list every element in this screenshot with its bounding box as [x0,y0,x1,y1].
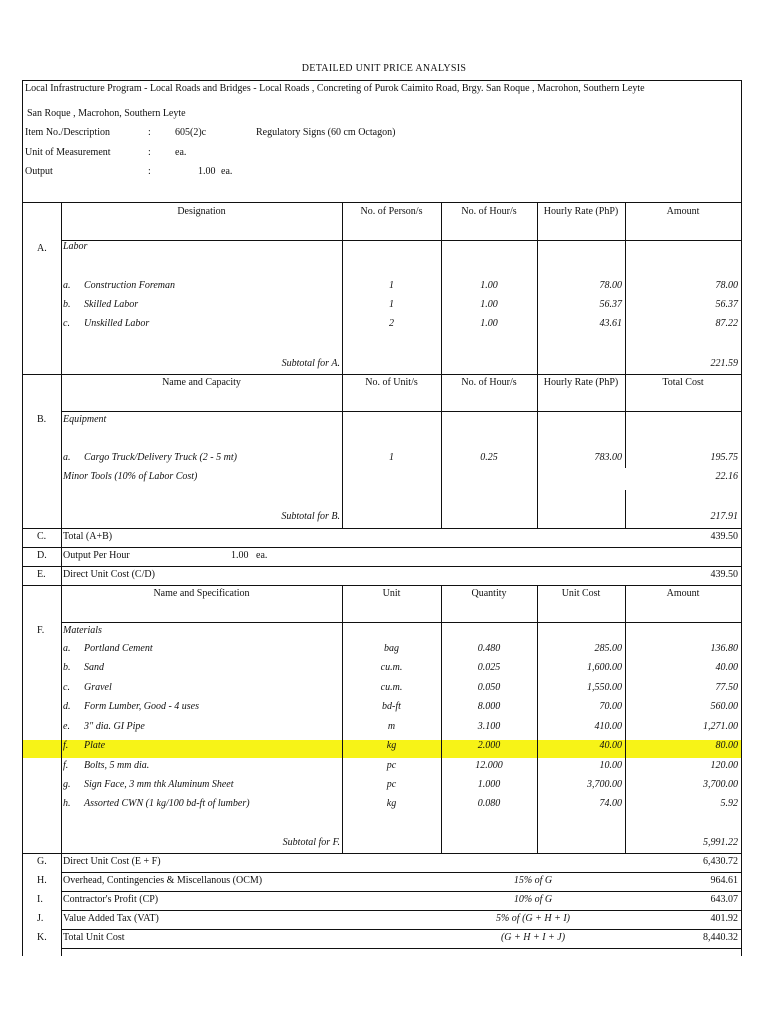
minor-tools-label: Minor Tools (10% of Labor Cost) [63,471,198,482]
mat-row-unit: cu.m. [380,662,403,673]
mat-row-idx: e. [63,721,70,732]
unit-value: ea. [175,147,187,158]
mat-row-amount: 3,700.00 [703,779,738,790]
summary-value: 6,430.72 [703,856,738,867]
equip-subtotal: 217.91 [710,511,738,522]
minor-tools-amount: 22.16 [715,471,738,482]
summary-value: 643.07 [710,894,738,905]
mat-row-idx: b. [63,662,71,673]
summary-formula: (G + H + I + J) [500,932,566,943]
mat-row-cost: 1,600.00 [587,662,622,673]
labor-row-hours: 1.00 [480,318,498,329]
mat-header-qty: Quantity [471,588,507,599]
mat-row-unit: bag [384,643,399,654]
summary-formula: 10% of G [513,894,553,905]
labor-row-persons: 1 [389,280,394,291]
summary-label: Overhead, Contingencies & Miscellanous (OCM) [63,875,263,886]
mat-row-cost: 70.00 [599,701,622,712]
summary-letter: I. [37,894,43,905]
mat-subtotal: 5,991.22 [703,837,738,848]
labor-row-idx: a. [63,280,71,291]
mat-row-unit: bd-ft [382,701,401,712]
labor-row-idx: c. [63,318,70,329]
equip-header-name: Name and Capacity [162,377,241,388]
labor-row-name: Skilled Labor [84,299,139,310]
equip-row-amount: 195.75 [710,452,738,463]
summary-e-letter: E. [37,569,46,580]
mat-row-idx: f. [63,760,69,771]
summary-c-letter: C. [37,531,47,542]
summary-value: 8,440.32 [703,932,738,943]
summary-label: Total Unit Cost [63,932,125,943]
equip-header-units: No. of Unit/s [365,377,418,388]
equip-row-name: Cargo Truck/Delivery Truck (2 - 5 mt) [84,452,237,463]
mat-row-amount: 136.80 [710,643,738,654]
labor-row-hours: 1.00 [480,299,498,310]
summary-label: Value Added Tax (VAT) [63,913,159,924]
labor-row-hours: 1.00 [480,280,498,291]
mat-row-qty: 0.050 [477,682,501,693]
summary-formula: 5% of (G + H + I) [495,913,571,924]
labor-row-amount: 56.37 [715,299,738,310]
mat-row-qty: 1.000 [477,779,501,790]
mat-row-name: Portland Cement [84,643,153,654]
labor-row-amount: 78.00 [715,280,738,291]
mat-row-unit: kg [386,740,397,751]
mat-name: Materials [63,625,102,636]
equip-name: Equipment [63,414,107,425]
labor-header-persons: No. of Person/s [360,206,423,217]
mat-row-name: Gravel [84,682,112,693]
mat-row-unit: m [387,721,396,732]
mat-row-qty: 0.025 [477,662,501,673]
mat-row-name: Assorted CWN (1 kg/100 bd-ft of lumber) [84,798,250,809]
summary-d-letter: D. [37,550,47,561]
equip-row-idx: a. [63,452,71,463]
mat-row-amount: 5.92 [720,798,738,809]
item-label: Item No./Description [25,127,110,138]
document-title: DETAILED UNIT PRICE ANALYSIS [301,63,467,74]
labor-header-amount: Amount [666,206,700,217]
labor-row-rate: 43.61 [599,318,622,329]
labor-row-amount: 87.22 [715,318,738,329]
equip-header-hours: No. of Hour/s [461,377,517,388]
mat-header-name: Name and Specification [153,588,250,599]
labor-header-hours: No. of Hour/s [461,206,517,217]
labor-row-rate: 78.00 [599,280,622,291]
mat-row-cost: 74.00 [599,798,622,809]
mat-row-idx: f. [63,740,69,751]
summary-letter: H. [37,875,47,886]
mat-row-unit: pc [386,760,397,771]
item-colon: : [148,127,151,138]
output-label: Output [25,166,53,177]
equip-header-rate: Hourly Rate (PhP) [543,377,619,388]
equip-header-total: Total Cost [662,377,704,388]
labor-row-persons: 1 [389,299,394,310]
project-location: San Roque , Macrohon, Southern Leyte [27,108,186,119]
labor-letter: A. [37,243,47,254]
equip-row-rate: 783.00 [594,452,622,463]
mat-row-idx: h. [63,798,71,809]
mat-row-cost: 1,550.00 [587,682,622,693]
summary-letter: G. [37,856,47,867]
mat-row-amount: 40.00 [715,662,738,673]
labor-header-designation: Designation [177,206,226,217]
mat-row-qty: 0.080 [477,798,501,809]
mat-row-name: 3" dia. GI Pipe [84,721,145,732]
summary-e-label: Direct Unit Cost (C/D) [63,569,155,580]
summary-d-extra: 1.00 ea. [231,550,268,561]
equip-letter: B. [37,414,47,425]
summary-letter: K. [37,932,47,943]
mat-letter: F. [37,625,45,636]
mat-row-cost: 3,700.00 [587,779,622,790]
mat-row-idx: d. [63,701,71,712]
mat-row-idx: a. [63,643,71,654]
mat-row-amount: 80.00 [715,740,738,751]
mat-header-cost: Unit Cost [561,588,601,599]
mat-row-cost: 10.00 [599,760,622,771]
mat-row-amount: 1,271.00 [703,721,738,732]
output-unit: ea. [221,166,233,177]
summary-label: Direct Unit Cost (E + F) [63,856,161,867]
equip-row-units: 1 [389,452,394,463]
labor-row-rate: 56.37 [599,299,622,310]
mat-row-idx: c. [63,682,70,693]
summary-label: Contractor's Profit (CP) [63,894,159,905]
labor-row-name: Construction Foreman [84,280,176,291]
equip-subtotal-label: Subtotal for B. [281,511,340,522]
mat-row-cost: 285.00 [594,643,622,654]
labor-row-idx: b. [63,299,71,310]
mat-row-name: Sand [84,662,104,673]
mat-row-cost: 40.00 [599,740,622,751]
mat-row-qty: 12.000 [475,760,503,771]
mat-row-unit: kg [386,798,397,809]
summary-c-value: 439.50 [710,531,738,542]
summary-formula: 15% of G [513,875,553,886]
labor-header-rate: Hourly Rate (PhP) [543,206,619,217]
mat-row-qty: 3.100 [477,721,501,732]
equip-row-hours: 0.25 [480,452,498,463]
mat-header-unit: Unit [382,588,401,599]
mat-row-amount: 120.00 [710,760,738,771]
labor-subtotal: 221.59 [710,358,738,369]
mat-row-amount: 560.00 [710,701,738,712]
labor-subtotal-label: Subtotal for A. [281,358,340,369]
summary-d-label: Output Per Hour [63,550,130,561]
summary-e-value: 439.50 [710,569,738,580]
mat-row-name: Plate [84,740,106,751]
output-colon: : [148,166,151,177]
mat-row-amount: 77.50 [715,682,738,693]
item-description: Regulatory Signs (60 cm Octagon) [256,127,396,138]
mat-row-qty: 2.000 [477,740,501,751]
summary-c-label: Total (A+B) [63,531,113,542]
summary-value: 401.92 [710,913,738,924]
mat-row-cost: 410.00 [594,721,622,732]
mat-subtotal-label: Subtotal for F. [282,837,340,848]
mat-row-unit: pc [386,779,397,790]
mat-header-amount: Amount [666,588,700,599]
mat-row-name: Form Lumber, Good - 4 uses [84,701,199,712]
mat-row-qty: 8.000 [477,701,501,712]
output-value: 1.00 [198,166,216,177]
unit-colon: : [148,147,151,158]
labor-row-persons: 2 [389,318,394,329]
labor-name: Labor [63,241,88,252]
labor-row-name: Unskilled Labor [84,318,150,329]
item-code: 605(2)c [175,127,207,138]
project-title: Local Infrastructure Program - Local Roads and Bridges - Local Roads , Concreting of Purok Caimito Road, Brgy. San Roque , Macrohon, Southern Leyte [25,83,645,94]
mat-row-idx: g. [63,779,71,790]
summary-value: 964.61 [710,875,738,886]
mat-row-name: Sign Face, 3 mm thk Aluminum Sheet [84,779,234,790]
unit-label: Unit of Measurement [25,147,111,158]
mat-row-qty: 0.480 [477,643,501,654]
mat-row-name: Bolts, 5 mm dia. [84,760,150,771]
mat-row-unit: cu.m. [380,682,403,693]
summary-letter: J. [37,913,44,924]
